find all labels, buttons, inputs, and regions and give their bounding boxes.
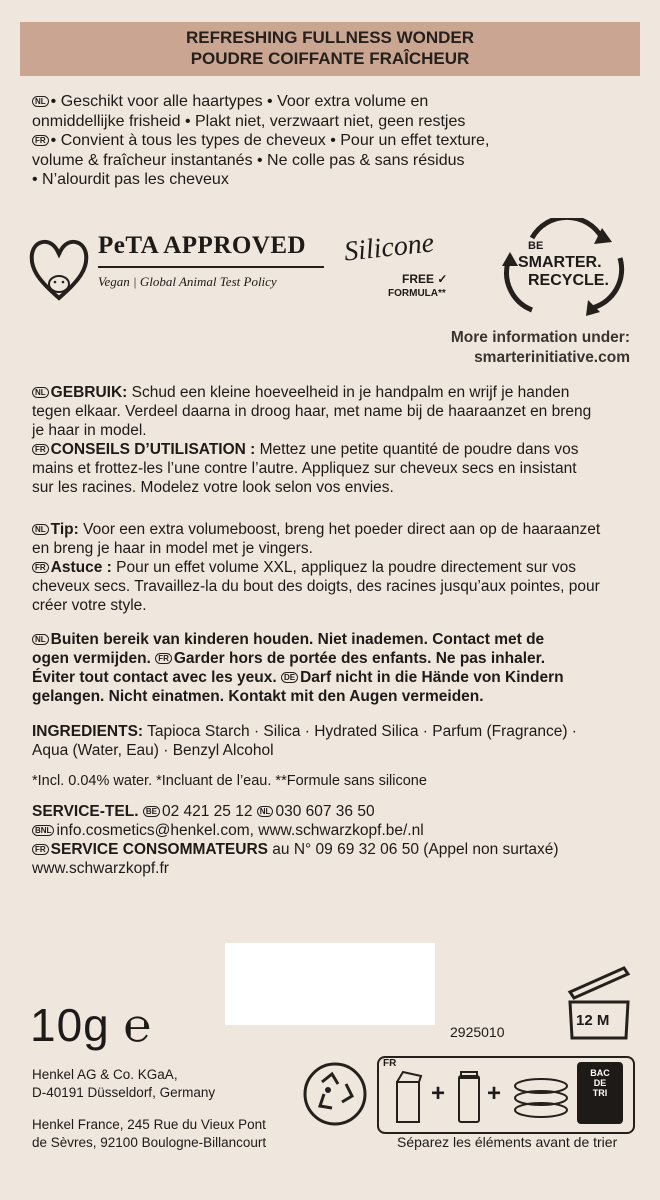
estimated-sign-icon: ℮ [123, 999, 153, 1051]
address-line4: de Sèvres, 92100 Boulogne-Billancourt [32, 1135, 267, 1150]
pao-jar [566, 958, 632, 1040]
bin-label1: BAC [590, 1068, 610, 1078]
address-de [32, 1066, 215, 1102]
ingredients-l2: Aqua (Water, Eau) · Benzyl Alcohol [32, 742, 274, 759]
more-info [451, 328, 630, 368]
plus-2: + [487, 1080, 502, 1107]
bnl-chip: BNL [32, 825, 54, 836]
triman-icon [302, 1060, 368, 1128]
intro-fr-line2: volume & fraîcheur instantanés • Ne colle pas & sans résidus [32, 151, 465, 169]
warning-l1: Buiten bereik van kinderen houden. Niet inademen. Contact met de [50, 631, 545, 648]
usage-nl-label: GEBRUIK: [50, 384, 128, 401]
service-fr-label: SERVICE CONSOMMATEURS [50, 841, 268, 858]
net-weight-value: 10g [30, 999, 110, 1051]
peta-subtitle: Vegan | Global Animal Test Policy [98, 274, 277, 289]
more-info-url: smarterinitiative.com [474, 349, 630, 366]
plus-1: + [431, 1080, 446, 1107]
silicone-free-label: FREE ✓ [402, 272, 448, 286]
usage-nl-l2: tegen elkaar. Verdeel daarna in droog haar, met name bij de haaraanzet en breng [32, 403, 592, 420]
tube-icon [457, 1070, 481, 1124]
silicone-script: Silicone [342, 227, 436, 268]
service-block [32, 802, 632, 878]
service-web-fr: www.schwarzkopf.fr [32, 860, 169, 877]
tip-nl-label: Tip: [50, 521, 79, 538]
usage-fr-l3: sur les racines. Modelez votre look selon vos envies. [32, 479, 394, 496]
address-line3: Henkel France, 245 Rue du Vieux Pont [32, 1117, 266, 1132]
usage-nl-l1: Schud een kleine hoeveelheid in je handpalm en wrijf je handen [127, 384, 570, 401]
silicone-free-badge [342, 227, 474, 312]
address-line2: D-40191 Düsseldorf, Germany [32, 1085, 216, 1100]
tip-block [32, 520, 632, 615]
usage-block [32, 383, 632, 497]
triman-logo [302, 1060, 368, 1128]
intro-nl-line1: • Geschikt voor alle haartypes • Voor extra volume en [50, 93, 429, 110]
warning-l2a: ogen vermijden. [32, 650, 151, 667]
net-weight [30, 998, 152, 1052]
service-label: SERVICE-TEL. [32, 803, 139, 820]
warning-l3a: Éviter tout contact avec les yeux. [32, 669, 277, 686]
ingredients-block [32, 722, 632, 760]
address-line1: Henkel AG & Co. KGaA, [32, 1067, 178, 1082]
tip-fr-l2: cheveux secs. Travaillez-la du bout des doigts, des racines jusqu’aux pointes, pour [32, 578, 600, 595]
ingredients-l1: Tapioca Starch · Silica · Hydrated Silica · Parfum (Fragrance) · [143, 723, 577, 740]
header-band [20, 22, 640, 76]
nl-chip: NL [257, 806, 274, 817]
fr-chip: FR [32, 135, 49, 146]
pao-value: 12 M [576, 1012, 610, 1029]
tip-nl-l1: Voor een extra volumeboost, breng het poeder direct aan op de haaraanzet [78, 521, 601, 538]
service-nl-tel: 030 607 36 50 [275, 803, 375, 820]
footnote: *Incl. 0.04% water. *Incluant de l’eau. **Formule sans silicone [32, 773, 427, 789]
blank-label-area [225, 943, 435, 1025]
warning-l3b: Darf nicht in die Hände von Kindern [300, 669, 564, 686]
usage-fr-label: CONSEILS D’UTILISATION : [50, 441, 256, 458]
usage-fr-l1: Mettez une petite quantité de poudre dans vos [255, 441, 579, 458]
recycle-line1: BE [528, 240, 544, 252]
de-chip: DE [281, 672, 298, 683]
bin-label2: DE [593, 1078, 607, 1088]
service-web-be: info.cosmetics@henkel.com, www.schwarzkopf.be/.nl [56, 822, 424, 839]
tip-fr-l1: Pour un effet volume XXL, appliquez la poudre directement sur vos [111, 559, 576, 576]
header-title-fr: POUDRE COIFFANTE FRAÎCHEUR [190, 49, 470, 68]
peta-title: PeTA APPROVED [98, 232, 307, 259]
fr-chip: FR [32, 562, 49, 573]
nl-chip: NL [32, 387, 49, 398]
batch-code: 2925010 [450, 1024, 505, 1040]
sorting-info [377, 1056, 633, 1132]
peta-divider [98, 266, 324, 268]
be-chip: BE [143, 806, 160, 817]
usage-fr-l2: mains et frottez-les l’une contre l’autre. Appliquez sur cheveux secs en insistant [32, 460, 577, 477]
intro-fr-line1: • Convient à tous les types de cheveux • Pour un effet texture, [50, 132, 490, 149]
tip-fr-l3: créer votre style. [32, 597, 147, 614]
warnings-block [32, 630, 632, 706]
service-fr-tel: au N° 09 69 32 06 50 (Appel non surtaxé) [272, 841, 559, 858]
sorting-fr-code: FR [383, 1058, 397, 1069]
tip-fr-label: Astuce : [50, 559, 112, 576]
fr-chip: FR [32, 844, 49, 855]
intro-block [32, 92, 632, 190]
sorting-instruction: Séparez les éléments avant de trier [397, 1134, 618, 1150]
warning-l2b: Garder hors de portée des enfants. Ne pas inhaler. [173, 650, 546, 667]
lid-stack-icon [511, 1076, 571, 1124]
silicone-formula-label: FORMULA** [388, 288, 446, 299]
recycle-line2: SMARTER. [518, 254, 602, 271]
tip-nl-l2: en breng je haar in model met je vingers. [32, 540, 313, 557]
peta-badge [28, 232, 328, 312]
nl-chip: NL [32, 524, 49, 535]
intro-nl-line2: onmiddellijke frisheid • Plakt niet, verzwaart niet, geen restjes [32, 112, 466, 130]
bunny-heart-icon [28, 232, 90, 306]
address-fr [32, 1116, 266, 1152]
box-icon [391, 1070, 425, 1124]
service-be-tel: 02 421 25 12 [161, 803, 253, 820]
nl-chip: NL [32, 96, 49, 107]
nl-chip: NL [32, 634, 49, 645]
header-title-en: REFRESHING FULLNESS WONDER [185, 28, 475, 47]
fr-chip: FR [32, 444, 49, 455]
more-info-line1: More information under: [450, 329, 630, 346]
sorting-bin [577, 1062, 623, 1124]
ingredients-label: INGREDIENTS: [32, 723, 144, 740]
recycle-line3: RECYCLE. [528, 272, 609, 289]
usage-nl-l3: je haar in model. [32, 422, 147, 439]
intro-fr-line3: • N’alourdit pas les cheveux [32, 171, 229, 188]
bin-label3: TRI [592, 1088, 608, 1098]
recycle-badge [492, 218, 642, 318]
warning-l4: gelangen. Nicht einatmen. Kontakt mit den Augen vermeiden. [32, 688, 484, 705]
fr-chip: FR [155, 653, 172, 664]
